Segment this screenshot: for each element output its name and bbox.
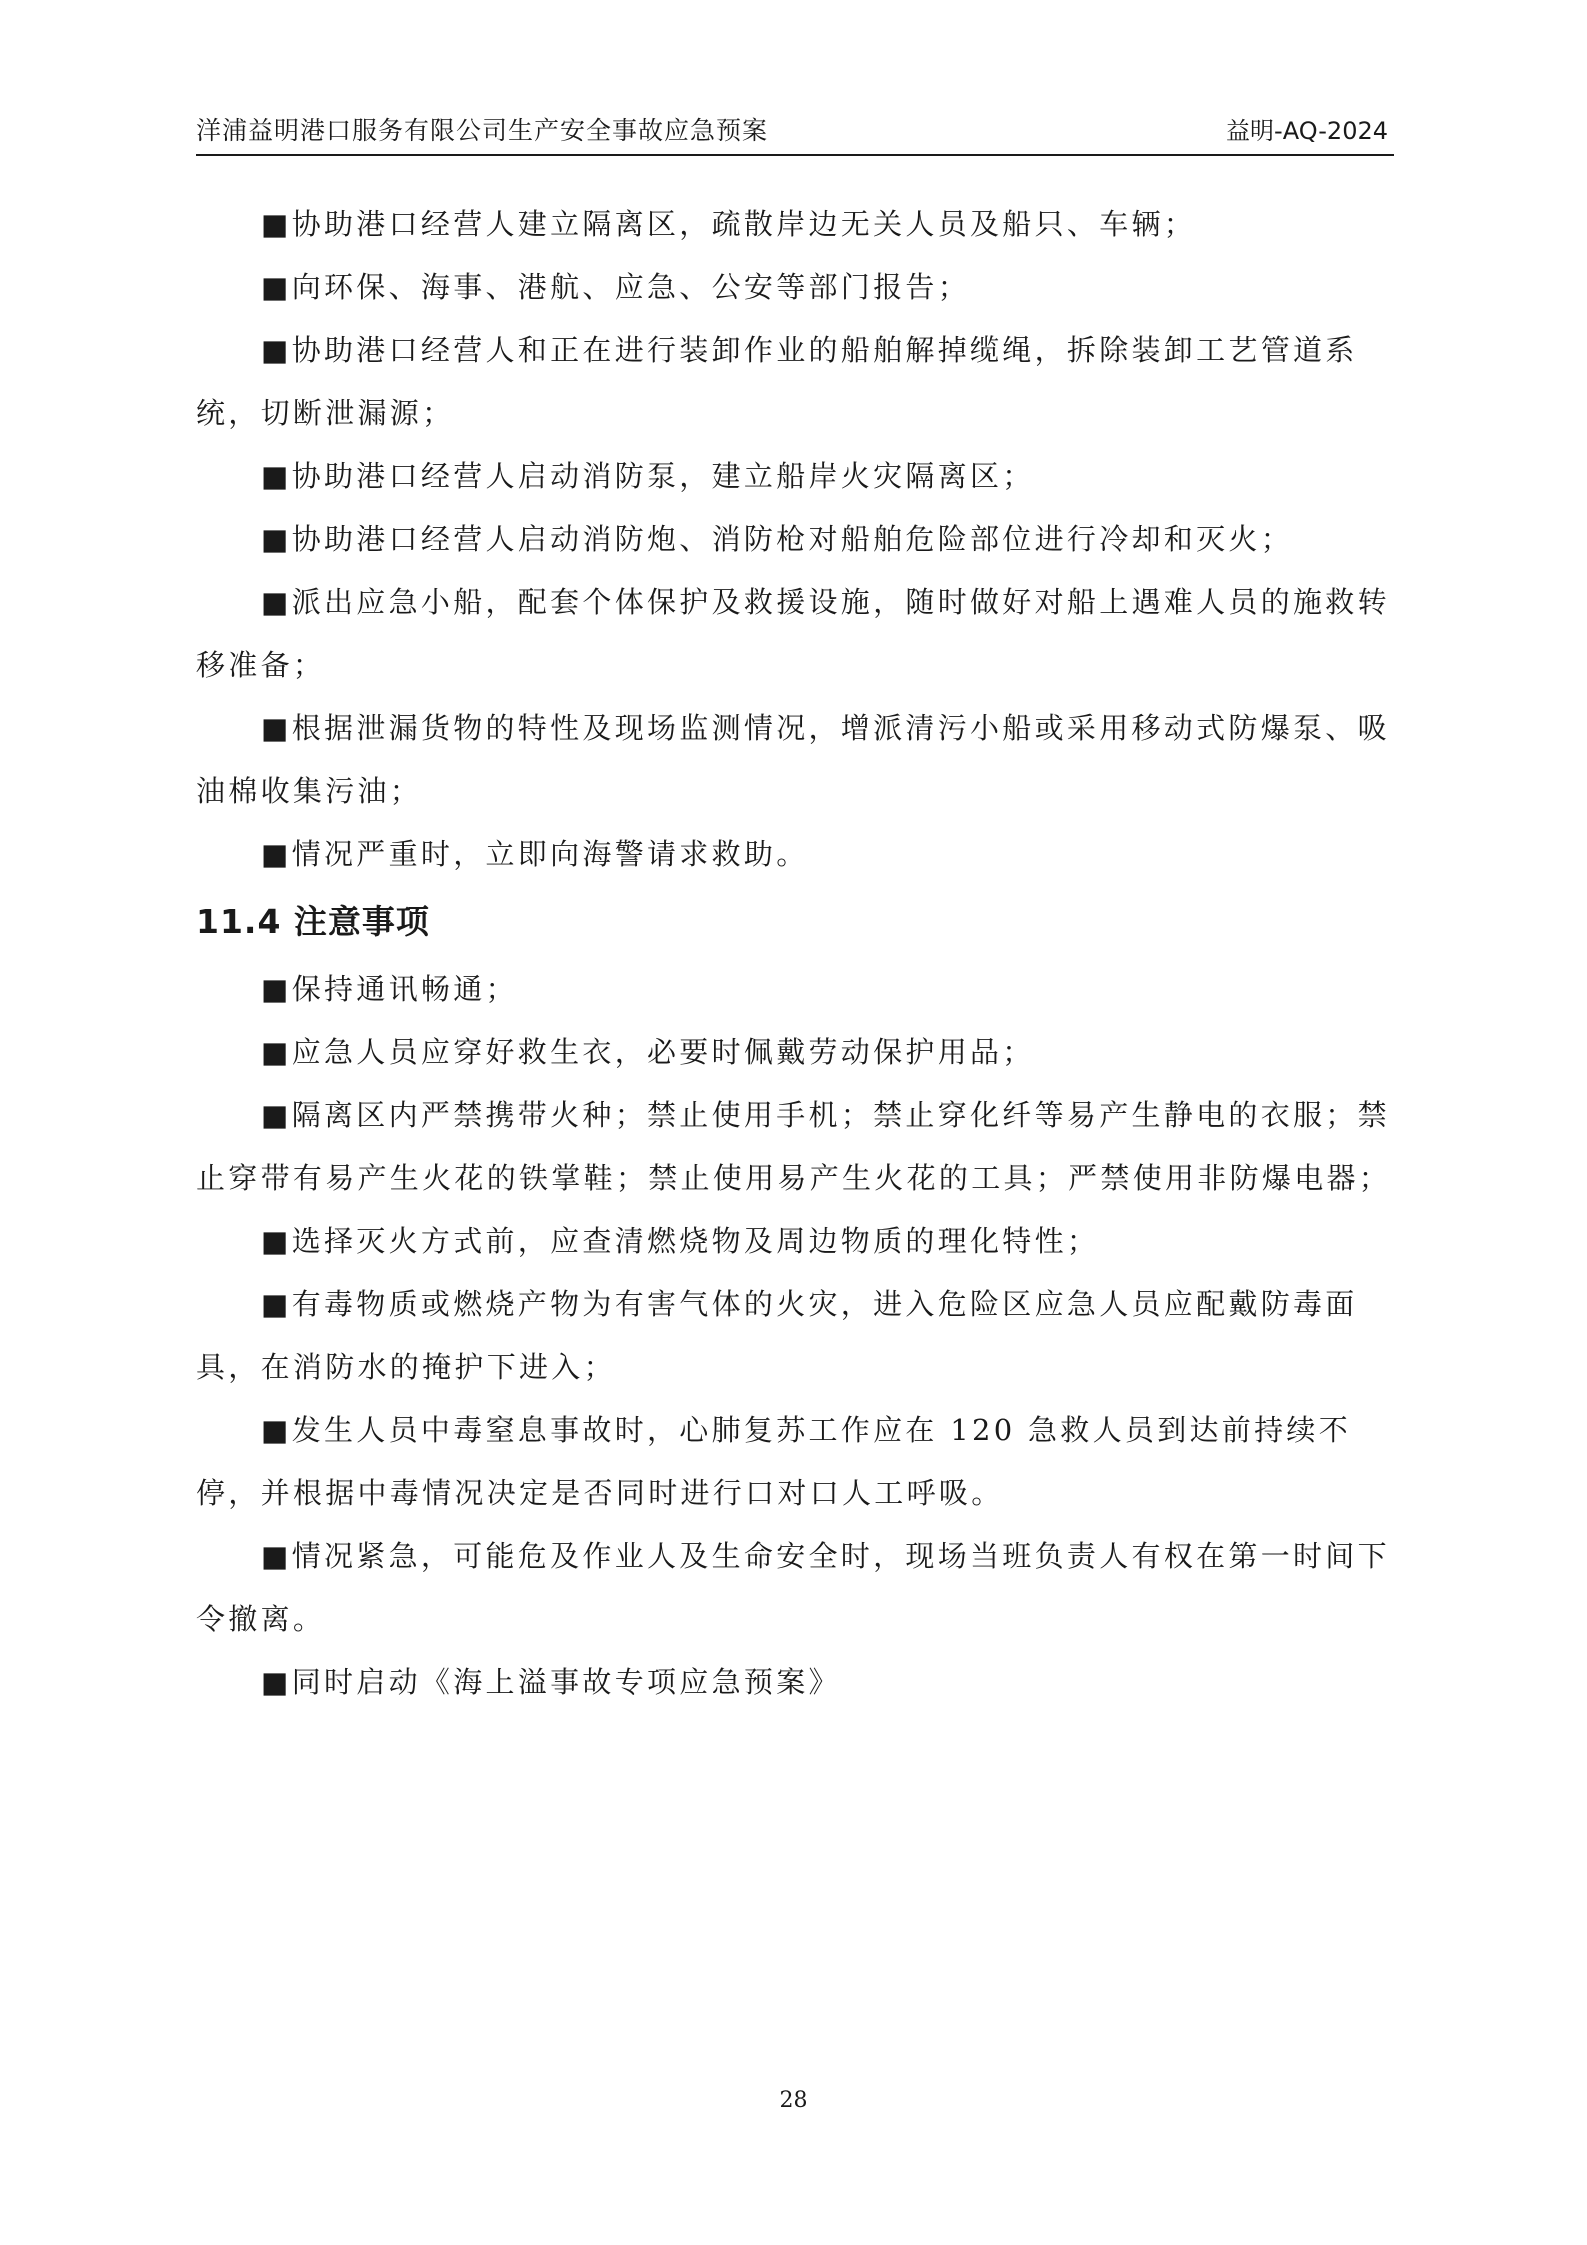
list-item: ■协助港口经营人和正在进行装卸作业的船舶解掉缆绳，拆除装卸工艺管道系统，切断泄漏源； xyxy=(196,333,1358,430)
list-item: ■情况严重时，立即向海警请求救助。 xyxy=(261,837,809,871)
page-header xyxy=(196,108,1394,156)
section-heading: 11.4 注意事项 xyxy=(196,902,430,941)
list-item: ■协助港口经营人建立隔离区，疏散岸边无关人员及船只、车辆； xyxy=(261,207,1197,241)
list-item: ■协助港口经营人启动消防泵，建立船岸火灾隔离区； xyxy=(261,459,1035,493)
document-title: 洋浦益明港口服务有限公司生产安全事故应急预案 xyxy=(196,116,769,145)
list-item: ■同时启动《海上溢事故专项应急预案》 xyxy=(261,1665,841,1699)
list-item: ■选择灭火方式前，应查清燃烧物及周边物质的理化特性； xyxy=(261,1224,1100,1258)
list-item: ■派出应急小船，配套个体保护及救援设施，随时做好对船上遇难人员的施救转移准备； xyxy=(196,585,1390,682)
list-item: ■情况紧急，可能危及作业人及生命安全时，现场当班负责人有权在第一时间下令撤离。 xyxy=(196,1539,1390,1636)
list-item: ■应急人员应穿好救生衣，必要时佩戴劳动保护用品； xyxy=(261,1035,1035,1069)
list-item: ■向环保、海事、港航、应急、公安等部门报告； xyxy=(261,270,971,304)
page-body xyxy=(196,193,1394,1714)
list-item: ■隔离区内严禁携带火种；禁止使用手机；禁止穿化纤等易产生静电的衣服；禁止穿带有易产生火花的铁掌鞋；禁止使用易产生火花的工具；严禁使用非防爆电器； xyxy=(196,1098,1392,1195)
list-item: ■协助港口经营人启动消防炮、消防枪对船舶危险部位进行冷却和灭火； xyxy=(261,522,1294,556)
list-item: ■发生人员中毒窒息事故时，心肺复苏工作应在 120 急救人员到达前持续不停，并根据中毒情况决定是否同时进行口对口人工呼吸。 xyxy=(196,1413,1351,1510)
page-number: 28 xyxy=(779,2088,808,2113)
list-item: ■有毒物质或燃烧产物为有害气体的火灾，进入危险区应急人员应配戴防毒面具，在消防水的掩护下进入； xyxy=(196,1287,1358,1384)
list-item: ■根据泄漏货物的特性及现场监测情况，增派清污小船或采用移动式防爆泵、吸油棉收集污油； xyxy=(196,711,1390,808)
document-code: 益明-AQ-2024 xyxy=(1226,117,1388,145)
list-item: ■保持通讯畅通； xyxy=(261,972,518,1006)
